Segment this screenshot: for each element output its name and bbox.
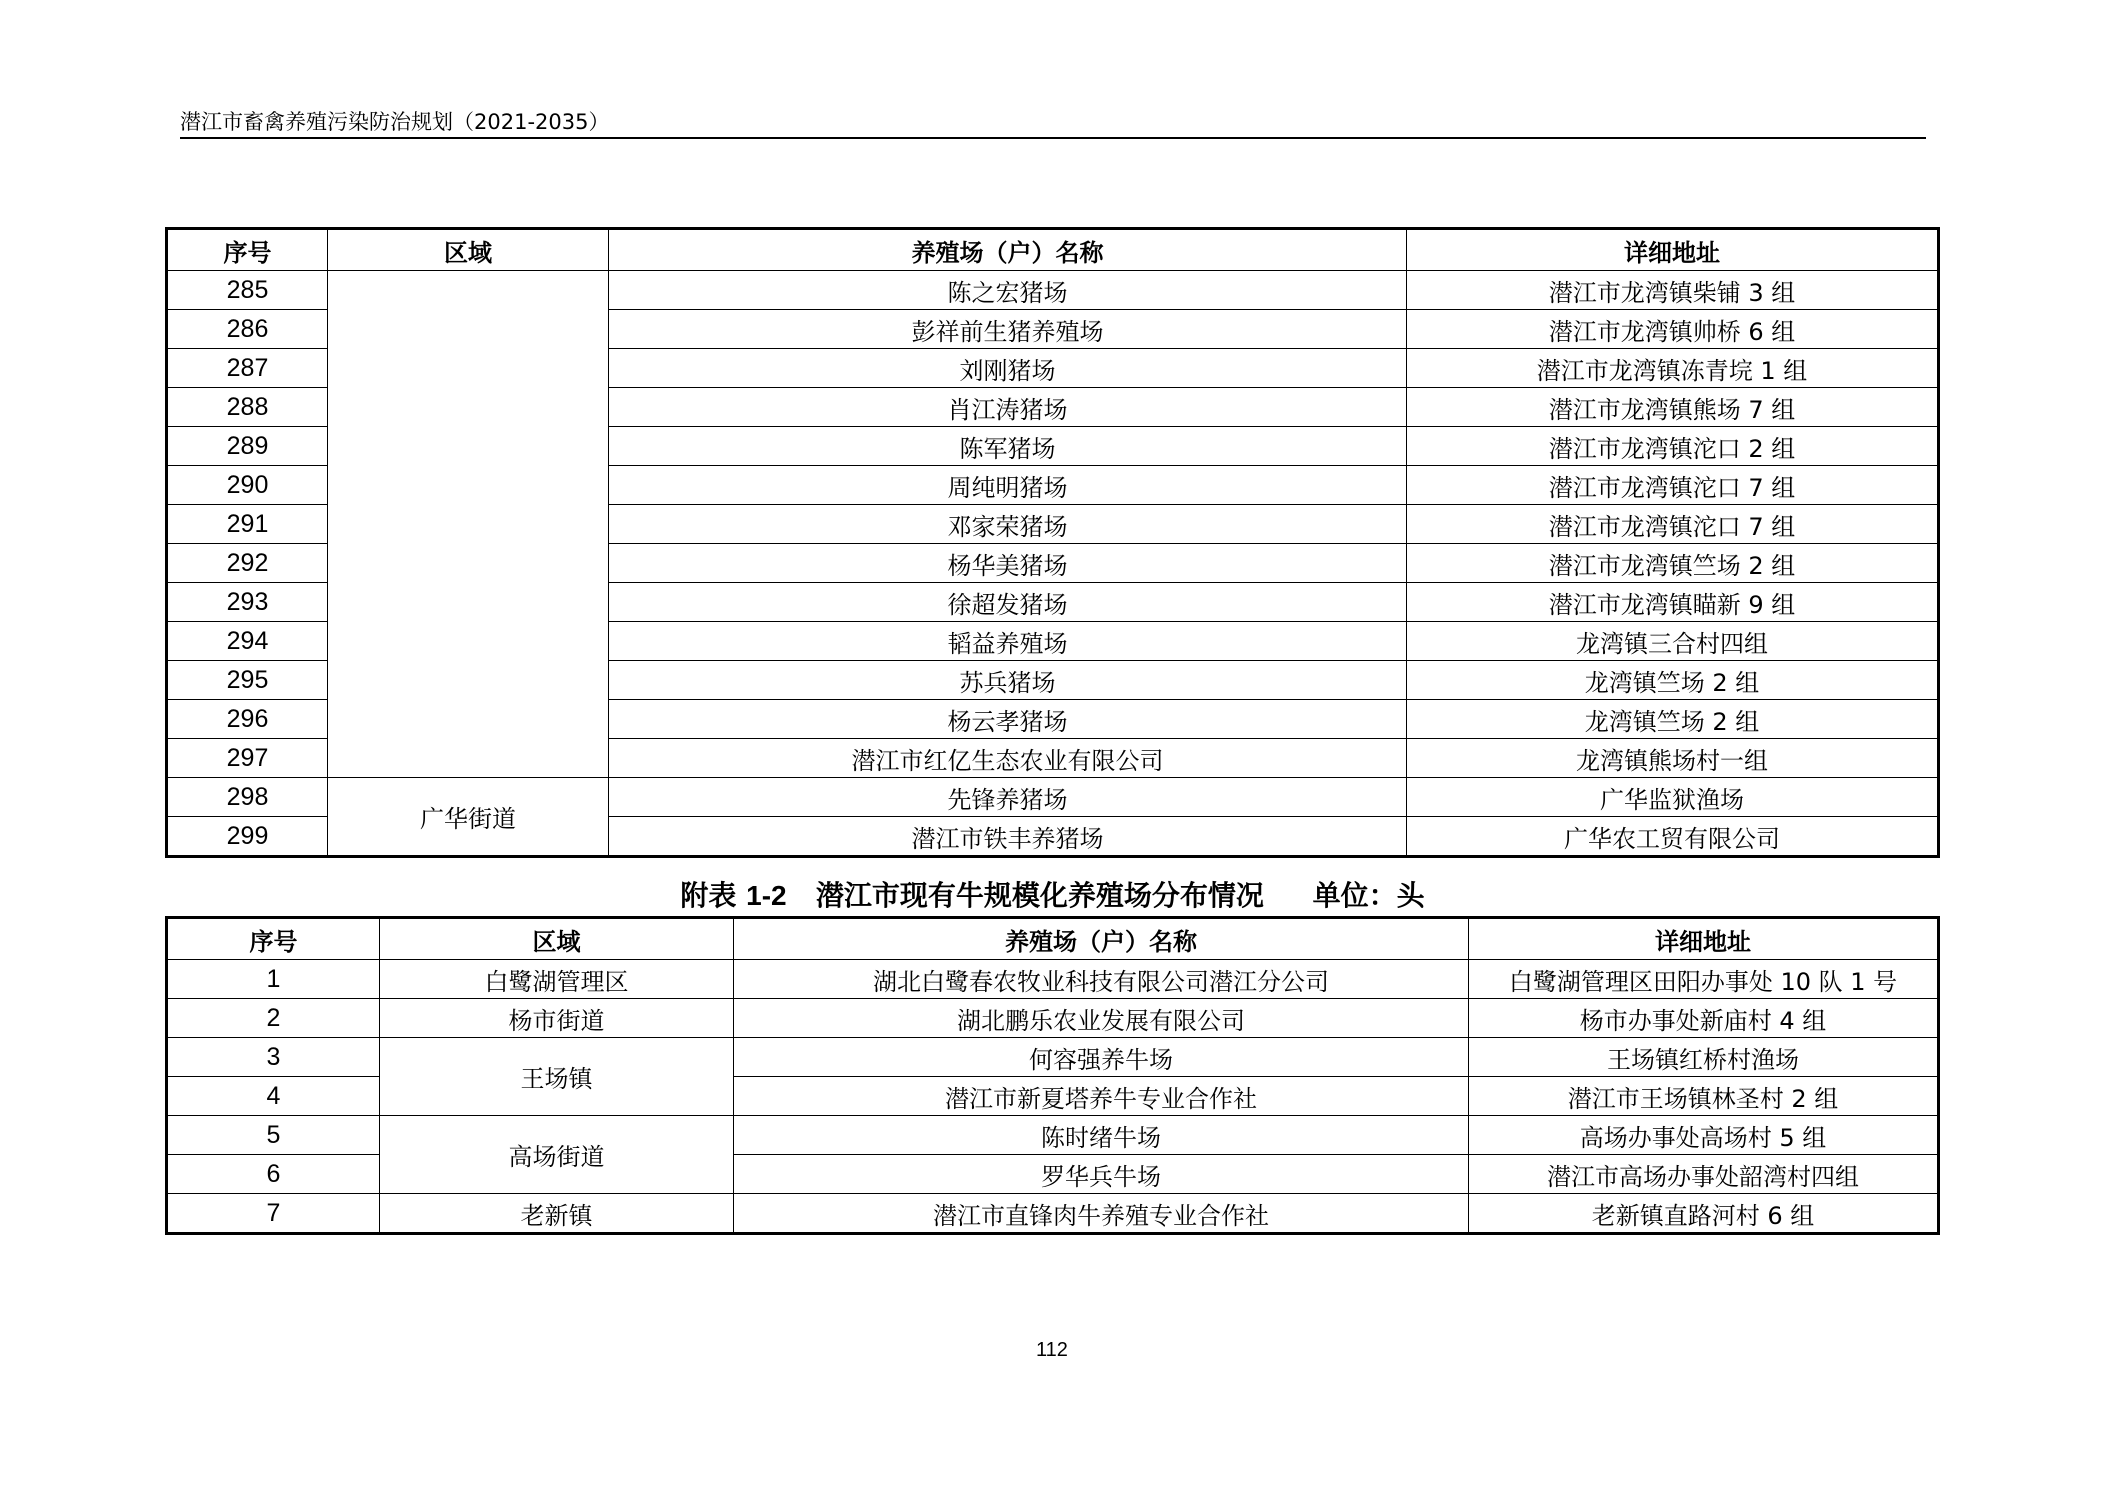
caption-title: 潜江市现有牛规模化养殖场分布情况 xyxy=(815,879,1264,912)
farm-name: 潜江市新夏塔养牛专业合作社 xyxy=(734,1077,1469,1116)
table-header-row xyxy=(167,229,1939,271)
farm-name: 何容强养牛场 xyxy=(734,1038,1469,1077)
farm-name: 苏兵猪场 xyxy=(609,661,1407,700)
column-header-number: 序号 xyxy=(167,229,328,271)
table-row xyxy=(167,999,1939,1038)
farm-address: 龙湾镇竺场 2 组 xyxy=(1407,661,1939,700)
table-row xyxy=(167,1116,1939,1155)
region-cell: 老新镇 xyxy=(380,1194,734,1234)
row-number: 290 xyxy=(167,466,328,505)
farm-name: 潜江市直锋肉牛养殖专业合作社 xyxy=(734,1194,1469,1234)
row-number: 3 xyxy=(167,1038,380,1077)
column-header-farm-name: 养殖场（户）名称 xyxy=(609,229,1407,271)
region-cell: 王场镇 xyxy=(380,1038,734,1116)
column-header-address: 详细地址 xyxy=(1407,229,1939,271)
farm-address: 白鹭湖管理区田阳办事处 10 队 1 号 xyxy=(1469,960,1939,999)
row-number: 291 xyxy=(167,505,328,544)
row-number: 293 xyxy=(167,583,328,622)
region-cell xyxy=(328,271,609,778)
farm-address: 潜江市龙湾镇竺场 2 组 xyxy=(1407,544,1939,583)
farm-address: 潜江市高场办事处韶湾村四组 xyxy=(1469,1155,1939,1194)
table-caption xyxy=(165,874,1940,914)
document-header-title: 潜江市畜禽养殖污染防治规划（2021-2035） xyxy=(180,110,610,134)
row-number: 289 xyxy=(167,427,328,466)
farm-address: 潜江市龙湾镇沱口 2 组 xyxy=(1407,427,1939,466)
farm-name: 湖北白鹭春农牧业科技有限公司潜江分公司 xyxy=(734,960,1469,999)
farm-address: 广华农工贸有限公司 xyxy=(1407,817,1939,857)
farm-address: 潜江市龙湾镇帅桥 6 组 xyxy=(1407,310,1939,349)
column-header-region: 区域 xyxy=(328,229,609,271)
farm-name: 杨华美猪场 xyxy=(609,544,1407,583)
page-number: 112 xyxy=(1036,1339,1068,1361)
row-number: 296 xyxy=(167,700,328,739)
row-number: 2 xyxy=(167,999,380,1038)
table-row xyxy=(167,960,1939,999)
farm-name: 肖江涛猪场 xyxy=(609,388,1407,427)
farm-address: 潜江市龙湾镇冻青垸 1 组 xyxy=(1407,349,1939,388)
farm-address: 潜江市龙湾镇沱口 7 组 xyxy=(1407,505,1939,544)
farm-address: 龙湾镇竺场 2 组 xyxy=(1407,700,1939,739)
farm-address: 高场办事处高场村 5 组 xyxy=(1469,1116,1939,1155)
farm-address: 潜江市龙湾镇熊场 7 组 xyxy=(1407,388,1939,427)
row-number: 294 xyxy=(167,622,328,661)
farm-name: 潜江市铁丰养猪场 xyxy=(609,817,1407,857)
row-number: 6 xyxy=(167,1155,380,1194)
row-number: 285 xyxy=(167,271,328,310)
table-row xyxy=(167,1038,1939,1077)
farm-address: 潜江市王场镇林圣村 2 组 xyxy=(1469,1077,1939,1116)
header-rule xyxy=(180,137,1926,139)
farm-address: 潜江市龙湾镇沱口 7 组 xyxy=(1407,466,1939,505)
region-cell: 白鹭湖管理区 xyxy=(380,960,734,999)
farm-name: 杨云孝猪场 xyxy=(609,700,1407,739)
farm-name: 陈时绪牛场 xyxy=(734,1116,1469,1155)
row-number: 1 xyxy=(167,960,380,999)
farm-name: 彭祥前生猪养殖场 xyxy=(609,310,1407,349)
row-number: 292 xyxy=(167,544,328,583)
row-number: 297 xyxy=(167,739,328,778)
column-header-farm-name: 养殖场（户）名称 xyxy=(734,918,1469,960)
farm-name: 邓家荣猪场 xyxy=(609,505,1407,544)
column-header-region: 区域 xyxy=(380,918,734,960)
farm-address: 王场镇红桥村渔场 xyxy=(1469,1038,1939,1077)
row-number: 7 xyxy=(167,1194,380,1234)
table-row xyxy=(167,778,1939,817)
region-cell: 杨市街道 xyxy=(380,999,734,1038)
farm-name: 潜江市红亿生态农业有限公司 xyxy=(609,739,1407,778)
farm-name: 陈军猪场 xyxy=(609,427,1407,466)
caption-prefix: 附表 xyxy=(680,879,737,912)
table-header-row xyxy=(167,918,1939,960)
farm-name: 周纯明猪场 xyxy=(609,466,1407,505)
pig-farm-table xyxy=(165,227,1940,858)
farm-address: 潜江市龙湾镇瞄新 9 组 xyxy=(1407,583,1939,622)
cattle-farm-table xyxy=(165,916,1940,1235)
column-header-number: 序号 xyxy=(167,918,380,960)
row-number: 286 xyxy=(167,310,328,349)
farm-address: 杨市办事处新庙村 4 组 xyxy=(1469,999,1939,1038)
row-number: 295 xyxy=(167,661,328,700)
table-row xyxy=(167,271,1939,310)
farm-name: 罗华兵牛场 xyxy=(734,1155,1469,1194)
row-number: 298 xyxy=(167,778,328,817)
caption-number: 1-2 xyxy=(746,880,787,911)
farm-name: 湖北鹏乐农业发展有限公司 xyxy=(734,999,1469,1038)
farm-name: 先锋养猪场 xyxy=(609,778,1407,817)
row-number: 299 xyxy=(167,817,328,857)
row-number: 4 xyxy=(167,1077,380,1116)
row-number: 287 xyxy=(167,349,328,388)
farm-name: 韬益养殖场 xyxy=(609,622,1407,661)
region-cell: 高场街道 xyxy=(380,1116,734,1194)
caption-unit: 单位：头 xyxy=(1312,879,1425,912)
farm-address: 龙湾镇三合村四组 xyxy=(1407,622,1939,661)
row-number: 5 xyxy=(167,1116,380,1155)
table-row xyxy=(167,1194,1939,1234)
farm-name: 徐超发猪场 xyxy=(609,583,1407,622)
farm-address: 龙湾镇熊场村一组 xyxy=(1407,739,1939,778)
region-cell: 广华街道 xyxy=(328,778,609,857)
farm-address: 老新镇直路河村 6 组 xyxy=(1469,1194,1939,1234)
farm-name: 陈之宏猪场 xyxy=(609,271,1407,310)
farm-address: 广华监狱渔场 xyxy=(1407,778,1939,817)
row-number: 288 xyxy=(167,388,328,427)
column-header-address: 详细地址 xyxy=(1469,918,1939,960)
farm-name: 刘刚猪场 xyxy=(609,349,1407,388)
farm-address: 潜江市龙湾镇柴铺 3 组 xyxy=(1407,271,1939,310)
